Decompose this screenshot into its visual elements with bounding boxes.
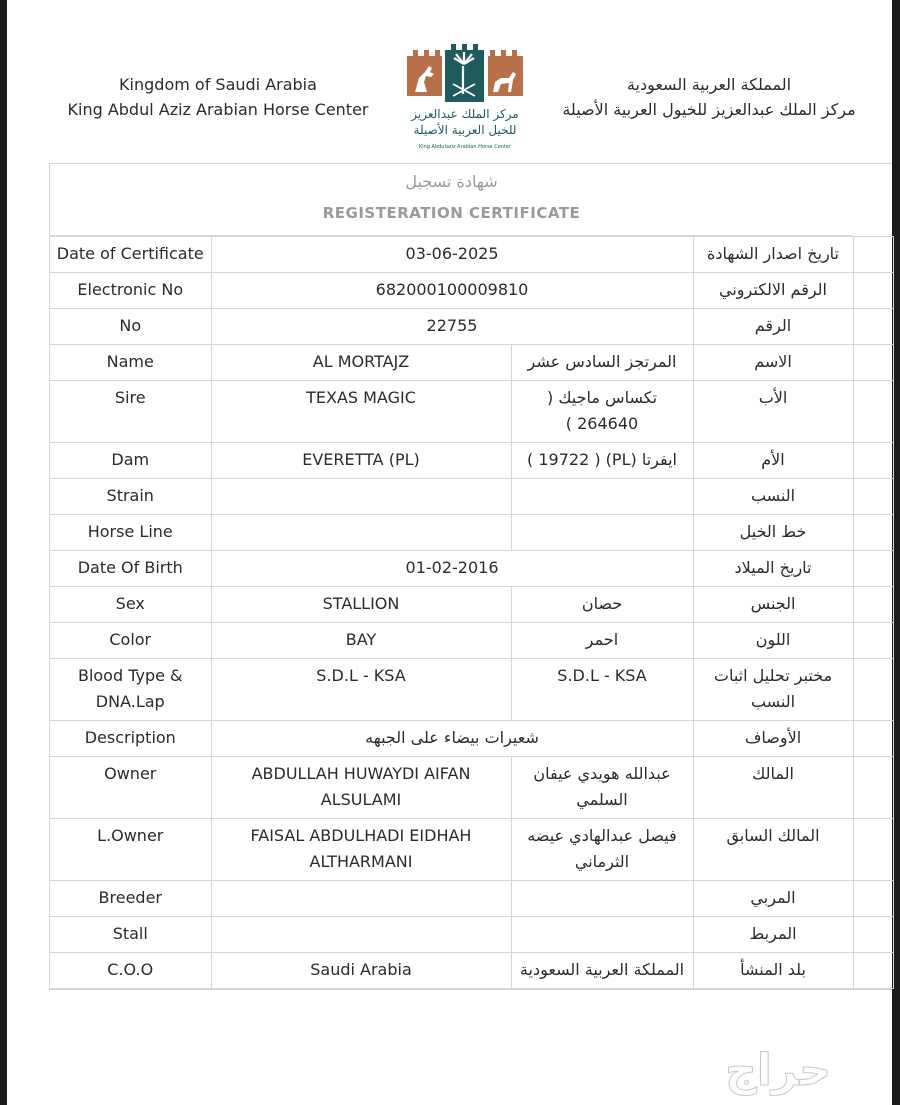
spacer-cell [853,623,893,659]
header-arabic [559,72,859,122]
spacer-cell [853,345,893,381]
spacer-cell [853,273,893,309]
label-en: Breeder [50,881,211,917]
table-row [50,551,893,587]
value-ar [511,917,693,953]
value-en: Saudi Arabia [211,953,511,989]
table-row [50,381,893,443]
label-ar: اللون [693,623,853,659]
logo-text-ar-2: للخيل العربية الأصيلة [413,123,517,137]
value: 01-02-2016 [211,551,693,587]
certificate-title-en: REGISTERATION CERTIFICATE [322,204,581,222]
spacer-cell [853,587,893,623]
label-en: Name [50,345,211,381]
label-ar: تاريخ اصدار الشهادة [693,237,853,273]
label-en: Dam [50,443,211,479]
header-ar-country: المملكة العربية السعودية [626,75,792,94]
spacer-cell [853,443,893,479]
certificate-title [50,164,853,236]
value-en: ABDULLAH HUWAYDI AIFAN ALSULAMI [211,757,511,819]
value-ar: حصان [511,587,693,623]
value: 22755 [211,309,693,345]
spacer-cell [853,757,893,819]
label-ar: المالك [693,757,853,819]
table-row [50,237,893,273]
value-en [211,479,511,515]
label-ar: تاريخ الميلاد [693,551,853,587]
table-row [50,309,893,345]
header-en-country: Kingdom of Saudi Arabia [119,75,317,94]
spacer-cell [853,381,893,443]
label-en: Date Of Birth [50,551,211,587]
value-ar: S.D.L - KSA [511,659,693,721]
haraj-watermark-logo [662,1045,894,1097]
label-en: Date of Certificate [50,237,211,273]
header-en-center: King Abdul Aziz Arabian Horse Center [67,100,369,119]
label-ar: خط الخيل [693,515,853,551]
label-en: L.Owner [50,819,211,881]
table-row [50,587,893,623]
label-ar: الاسم [693,345,853,381]
spacer-cell [853,819,893,881]
label-en: Color [50,623,211,659]
value-ar: المملكة العربية السعودية [511,953,693,989]
label-en: Owner [50,757,211,819]
value: 682000100009810 [211,273,693,309]
table-row [50,443,893,479]
spacer-cell [853,721,893,757]
value-ar [511,515,693,551]
label-ar: الجنس [693,587,853,623]
value-ar: المرتجز السادس عشر [511,345,693,381]
label-ar: المربي [693,881,853,917]
value-ar [511,479,693,515]
value: 03-06-2025 [211,237,693,273]
label-en: Strain [50,479,211,515]
value-ar: ايفرتا (PL) ( 19722 ) [511,443,693,479]
table-row [50,273,893,309]
logo-text-ar-1: مركز الملك عبدالعزيز [411,107,519,121]
value-en: FAISAL ABDULHADI EIDHAH ALTHARMANI [211,819,511,881]
label-ar: الأب [693,381,853,443]
label-en: Electronic No [50,273,211,309]
registration-certificate [49,163,892,990]
spacer-cell [853,659,893,721]
spacer-cell [853,953,893,989]
label-ar: النسب [693,479,853,515]
label-en: Blood Type & DNA.Lap [50,659,211,721]
label-ar: الأوصاف [693,721,853,757]
table-row [50,819,893,881]
label-ar: مختبر تحليل اثبات النسب [693,659,853,721]
value-en: AL MORTAJZ [211,345,511,381]
table-row [50,515,893,551]
logo-text-en: King Abdulaziz Arabian Horse Center [418,144,512,150]
label-ar: الرقم [693,309,853,345]
label-ar: الأم [693,443,853,479]
table-row [50,917,893,953]
label-ar: الرقم الالكتروني [693,273,853,309]
label-en: C.O.O [50,953,211,989]
label-en: Horse Line [50,515,211,551]
label-ar: المالك السابق [693,819,853,881]
spacer-cell [853,551,893,587]
spacer-cell [853,881,893,917]
value-ar [511,881,693,917]
certificate-table [50,236,894,989]
table-row [50,953,893,989]
certificate-page [7,0,892,1105]
value-ar: فيصل عبدالهادي عيضه الثرماني [511,819,693,881]
value-en: TEXAS MAGIC [211,381,511,443]
value-en: BAY [211,623,511,659]
spacer-cell [853,237,893,273]
label-en: Sex [50,587,211,623]
spacer-cell [853,917,893,953]
spacer-cell [853,515,893,551]
label-en: Sire [50,381,211,443]
table-row [50,623,893,659]
value: شعيرات بيضاء على الجبهه [211,721,693,757]
value-en: STALLION [211,587,511,623]
value-en [211,515,511,551]
value-ar: تكساس ماجيك ( 264640 ) [511,381,693,443]
label-en: Description [50,721,211,757]
value-en [211,917,511,953]
label-en: No [50,309,211,345]
label-ar: بلد المنشأ [693,953,853,989]
header-english [67,72,369,122]
center-logo [405,42,525,154]
table-row [50,881,893,917]
value-ar: احمر [511,623,693,659]
watermark-text: حراج [725,1045,831,1096]
value-en: EVERETTA (PL) [211,443,511,479]
table-row [50,659,893,721]
value-en [211,881,511,917]
table-row [50,721,893,757]
label-ar: المربط [693,917,853,953]
table-row [50,479,893,515]
value-en: S.D.L - KSA [211,659,511,721]
label-en: Stall [50,917,211,953]
spacer-cell [853,479,893,515]
horse-palm-emblem-icon [405,42,525,102]
value-ar: عبدالله هويدي عيفان السلمي [511,757,693,819]
spacer-cell [853,309,893,345]
certificate-title-ar: شهادة تسجيل [405,172,498,191]
table-row [50,757,893,819]
table-row [50,345,893,381]
header-ar-center: مركز الملك عبدالعزيز للخيول العربية الأصيلة [562,100,856,119]
